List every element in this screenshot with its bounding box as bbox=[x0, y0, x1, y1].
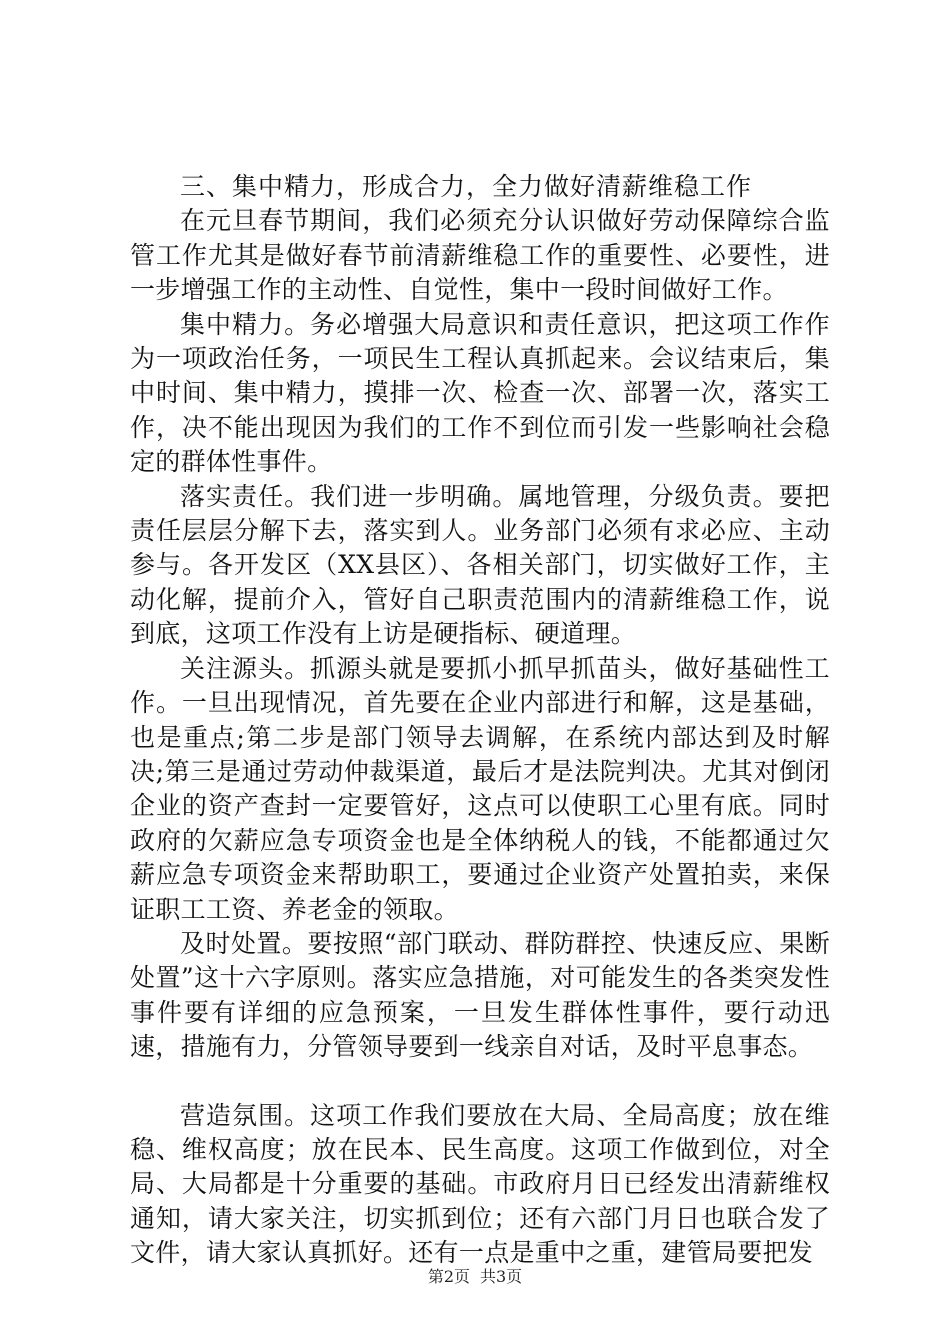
section-heading: 三、集中精力，形成合力，全力做好清薪维稳工作 bbox=[180, 172, 753, 201]
page-number: 第2页 bbox=[427, 1267, 470, 1286]
paragraph-atmosphere: 营造氛围。这项工作我们要放在大局、全局高度；放在维稳、维权高度；放在民本、民生高度。这项工作做到位，对全局、大局都是十分重要的基础。市政府月日已经发出清薪维权通知，请大家关注，切实抓到位；还有六部门月日也联合发了文件，请大家认真抓好。还有一点是重中之重，建管局要把发 bbox=[130, 1100, 830, 1268]
paragraph-handling: 及时处置。要按照“部门联动、群防群控、快速反应、果断处置”这十六字原则。落实应急措施，对可能发生的各类突发性事件要有详细的应急预案，一旦发生群体性事件，要行动迅速，措施有力，分管领导要到一线亲自对话，及时平息事态。 bbox=[130, 928, 830, 1062]
paragraph-responsibility: 落实责任。我们进一步明确。属地管理，分级负责。要把责任层层分解下去，落实到人。业务部门必须有求必应、主动参与。各开发区（XX县区）、各相关部门，切实做好工作，主动化解，提前介入，管好自己职责范围内的清薪维稳工作，说到底，这项工作没有上访是硬指标、硬道理。 bbox=[130, 481, 830, 649]
paragraph-focus: 集中精力。务必增强大局意识和责任意识，把这项工作作为一项政治任务，一项民生工程认真抓起来。会议结束后，集中时间、集中精力，摸排一次、检查一次、部署一次，落实工作，决不能出现因为我们的工作不到位而引发一些影响社会稳定的群体性事件。 bbox=[130, 309, 830, 477]
page-footer bbox=[0, 1267, 950, 1287]
paragraph-intro: 在元旦春节期间，我们必须充分认识做好劳动保障综合监管工作尤其是做好春节前清薪维稳工作的重要性、必要性，进一步增强工作的主动性、自觉性，集中一段时间做好工作。 bbox=[130, 206, 830, 305]
paragraph-source: 关注源头。抓源头就是要抓小抓早抓苗头，做好基础性工作。一旦出现情况，首先要在企业内部进行和解，这是基础，也是重点;第二步是部门领导去调解，在系统内部达到及时解决;第三是通过劳动仲裁渠道，最后才是法院判决。尤其对倒闭企业的资产查封一定要管好，这点可以使职工心里有底。同时政府的欠薪应急专项资金也是全体纳税人的钱，不能都通过欠薪应急专项资金来帮助职工，要通过企业资产处置拍卖，来保证职工工资、养老金的领取。 bbox=[130, 653, 830, 924]
document-body bbox=[130, 170, 830, 1271]
page-total: 共3页 bbox=[480, 1267, 523, 1286]
